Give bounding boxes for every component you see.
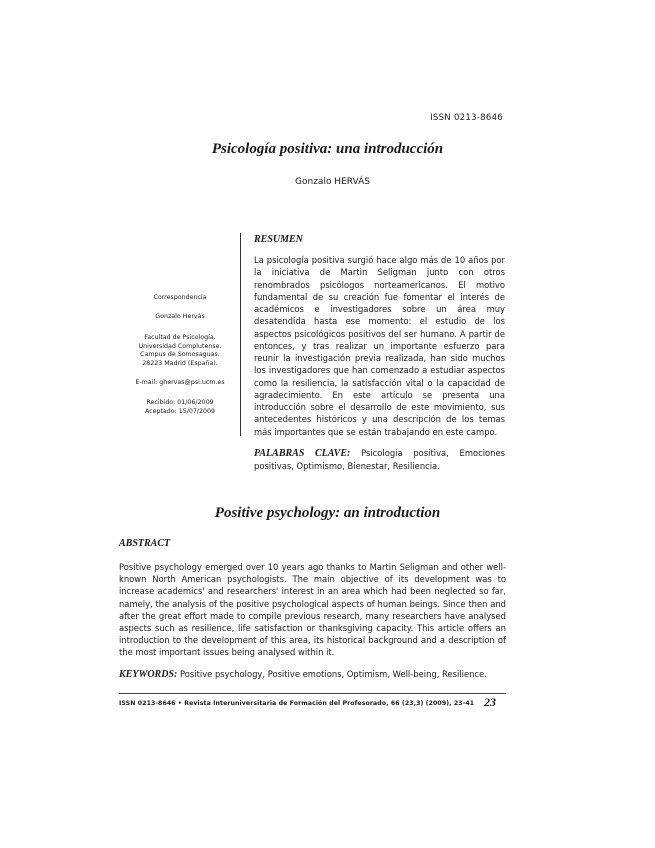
article-title-english: Positive psychology: an introduction <box>214 505 441 521</box>
keywords-english-label: KEYWORDS: <box>119 669 178 680</box>
keywords-spanish <box>254 447 505 473</box>
page-number: 23 <box>484 695 496 709</box>
address-line: 28223 Madrid (España). <box>142 359 218 367</box>
keywords-spanish-label: PALABRAS CLAVE: <box>254 448 351 459</box>
column-divider <box>240 233 241 436</box>
keywords-english-list: Positive psychology, Positive emotions, Optimism, Well-being, Resilience. <box>180 669 487 679</box>
abstract-heading: ABSTRACT <box>119 538 171 549</box>
keywords-english <box>119 668 506 681</box>
keywords-spanish-list: Psicología positiva, Emociones positivas, Optimismo, Bienestar, Resiliencia. <box>254 448 505 472</box>
correspondence-name: Gonzalo Hervás <box>155 313 205 320</box>
address-line: Facultad de Psicología. <box>144 334 216 341</box>
resumen-body: La psicología positiva surgió hace algo más de 10 años por la iniciativa de Martin Seligman junto con otros renombrados psicólogos norteamericanos. El motivo fundamental de su creación fue fomentar el interés de académicos e investigadores sobre un área muy desatendida hasta ese momento: el estudio de los aspectos psicológicos positivos del ser humano. A partir de entonces, y tras realizar un importante esfuerzo para reunir la investigación previa realizada, han sido muchos los investigadores que han comenzado a estudiar aspectos como la resiliencia, la satisfacción vital o la capacidad de agradecimiento. En este artículo se presenta una introducción sobre el desarrollo de este movimiento, sus antecedentes históricos y una descripción de los temas más importantes que se están trabajando en este campo. <box>254 255 505 437</box>
correspondence-email: E-mail: ghervas@psi.ucm.es <box>135 379 225 386</box>
article-title-spanish: Psicología positiva: una introducción <box>211 141 444 157</box>
address-line: Campus de Somosaguas. <box>140 351 220 358</box>
address-line: Universidad Complutense. <box>138 342 222 350</box>
received-date: Recibido: 01/06/2009 <box>146 399 214 406</box>
footer-rule <box>119 693 506 694</box>
issn-header: ISSN 0213-8646 <box>430 113 503 123</box>
correspondence-dates <box>130 399 230 416</box>
accepted-date: Aceptado: 15/07/2009 <box>144 407 216 415</box>
resumen-heading: RESUMEN <box>254 234 303 245</box>
footer-citation: ISSN 0213-8646 • Revista Interuniversitaria de Formación del Profesorado, 66 (23,3) (2009), 23-41 <box>119 700 475 707</box>
correspondence-address <box>130 334 230 368</box>
article-author: Gonzalo HERVÁS <box>295 177 370 187</box>
correspondence-heading: Correspondencia <box>153 294 207 301</box>
abstract-body: Positive psychology emerged over 10 years ago thanks to Martin Seligman and other well-known North American psychologists. The main objective of its development was to increase academics' and researchers' interest in an area which had been neglected so far, namely, the analysis of the positive psychological aspects of human beings. Since then and after the great effort made to compile previous research, many researchers have analysed aspects such as resilience, life satisfaction or thanksgiving capacity. This article offers an introduction to the development of this area, its historical background and a description of the most important issues being analysed within it. <box>119 562 506 658</box>
